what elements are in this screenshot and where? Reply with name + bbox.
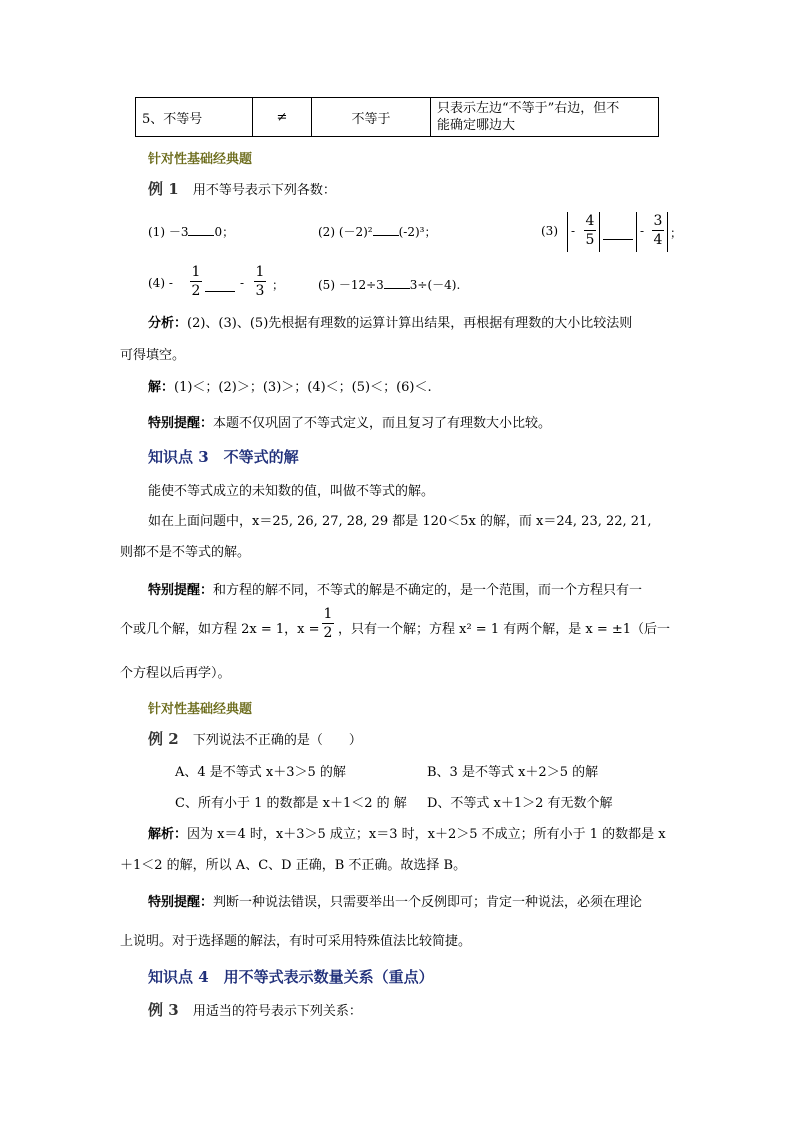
minus-sign: - — [240, 276, 245, 290]
abs-bar — [567, 212, 568, 252]
kp3-note-line2a: 个或几个解，如方程 2x = 1，x = — [120, 622, 320, 637]
analysis-label: 分析： — [148, 316, 188, 331]
example-3 — [148, 999, 362, 1020]
fraction-denominator: 3 — [255, 283, 265, 299]
problem-4-label: (4) - — [148, 276, 173, 290]
note-text: 和方程的解不同，不等式的解是不确定的，是一个范围，而一个方程只有一 — [213, 583, 643, 598]
note-label: 特别提醒： — [148, 895, 214, 910]
fraction-numerator: 1 — [191, 264, 201, 280]
problem-2-text: (2) (－2)² — [318, 225, 373, 239]
table-note-line1: 只表示左边“不等于”右边，但不 — [437, 101, 620, 116]
note-2-line2: 上说明。对于选择题的解法，有时可采用特殊值法比较简捷。 — [120, 934, 472, 949]
problem-1-end: 0； — [214, 225, 235, 239]
table-cell-name: 5、不等号 — [136, 98, 253, 137]
answer-blank — [188, 225, 214, 236]
problem-5-text: (5) －12÷3 — [318, 278, 384, 292]
answer-blank — [603, 227, 633, 240]
fraction-numerator: 3 — [653, 213, 663, 229]
kp3-note-line1 — [148, 579, 642, 598]
problem-3-label: (3) — [541, 224, 558, 238]
answer-blank — [205, 279, 235, 292]
fraction-numerator: 1 — [323, 606, 333, 622]
answer — [148, 376, 432, 395]
kp3-line3: 则都不是不等式的解。 — [120, 545, 251, 560]
explanation-label: 解析： — [148, 827, 188, 842]
table-cell-meaning: 不等于 — [312, 98, 431, 137]
note-label: 特别提醒： — [148, 583, 214, 598]
problem-3-end: ； — [670, 226, 683, 240]
problem-2-end: (-2)³； — [398, 225, 437, 239]
fraction — [651, 212, 665, 249]
example-2-label: 例 2 — [148, 730, 179, 748]
example-1 — [148, 178, 336, 199]
problem-5 — [318, 276, 460, 293]
table-cell-note — [431, 98, 659, 137]
option-d: D、不等式 x＋1＞2 有无数个解 — [427, 796, 613, 811]
minus-sign: - — [571, 224, 576, 238]
option-b: B、3 是不等式 x＋2＞5 的解 — [427, 765, 599, 780]
abs-bar — [667, 212, 668, 252]
analysis-line2: 可得填空。 — [120, 348, 186, 363]
analysis-text: (2)、(3)、(5)先根据有理数的运算计算出结果，再根据有理数的大小比较法则 — [187, 316, 633, 331]
answer-text: (1)＜；(2)＞；(3)＞；(4)＜；(5)＜；(6)＜. — [174, 380, 432, 395]
fraction-denominator: 2 — [191, 283, 201, 299]
fraction — [253, 263, 267, 300]
example-1-label: 例 1 — [148, 180, 179, 198]
fraction-numerator: 4 — [585, 213, 595, 229]
section-heading-2: 针对性基础经典题 — [148, 702, 253, 717]
table-note-line2: 能确定哪边大 — [437, 118, 516, 133]
note-2 — [148, 891, 642, 910]
explanation — [148, 823, 666, 842]
abs-bar — [636, 212, 637, 252]
answer-blank — [384, 278, 410, 289]
fraction-numerator: 1 — [255, 264, 265, 280]
note-text: 判断一种说法错误，只需要举出一个反例即可；肯定一种说法，必须在理论 — [213, 895, 643, 910]
fraction — [189, 263, 203, 300]
section-heading-1: 针对性基础经典题 — [148, 152, 253, 167]
example-1-text: 用不等号表示下列各数： — [192, 183, 336, 198]
symbol-table — [135, 97, 659, 137]
kp3-line1: 能使不等式成立的未知数的值，叫做不等式的解。 — [148, 484, 435, 499]
fraction — [321, 605, 335, 642]
example-3-label: 例 3 — [148, 1001, 179, 1019]
problem-1-text: (1) －3 — [148, 225, 189, 239]
note-text: 本题不仅巩固了不等式定义，而且复习了有理数大小比较。 — [213, 416, 552, 431]
fraction-denominator: 2 — [323, 625, 333, 641]
example-3-text: 用适当的符号表示下列关系： — [192, 1004, 362, 1019]
note-1 — [148, 412, 551, 431]
fraction-denominator: 4 — [653, 232, 663, 248]
kp3-line2: 如在上面问题中，x＝25, 26, 27, 28, 29 都是 120＜5x 的解，而 x＝24, 23, 22, 21, — [148, 514, 652, 529]
answer-blank — [373, 225, 399, 236]
example-2-text: 下列说法不正确的是（ ） — [192, 733, 362, 748]
example-2 — [148, 728, 362, 749]
problem-5-end: 3÷(－4). — [409, 278, 461, 292]
kp3-note-line3: 个方程以后再学）。 — [120, 666, 231, 681]
table-row — [136, 98, 659, 137]
abs-bar — [599, 212, 600, 252]
fraction — [583, 212, 597, 249]
fraction-denominator: 5 — [585, 232, 595, 248]
option-c: C、所有小于 1 的数都是 x＋1＜2 的 解 — [175, 796, 407, 811]
table-cell-symbol: ≠ — [253, 98, 312, 137]
answer-label: 解： — [148, 380, 175, 395]
knowledge-point-4-title: 知识点 4 用不等式表示数量关系（重点） — [148, 968, 434, 986]
problem-1 — [148, 223, 234, 240]
explanation-line2: ＋1＜2 的解，所以 A、C、D 正确，B 不正确。故选择 B。 — [120, 858, 467, 873]
minus-sign: - — [640, 224, 645, 238]
analysis — [148, 312, 632, 331]
knowledge-point-3-title: 知识点 3 不等式的解 — [148, 448, 299, 466]
option-a: A、4 是不等式 x＋3＞5 的解 — [175, 765, 346, 780]
problem-2 — [318, 223, 437, 240]
note-label: 特别提醒： — [148, 416, 214, 431]
problem-4-end: ； — [272, 278, 285, 292]
explanation-text: 因为 x＝4 时，x＋3＞5 成立；x＝3 时，x＋2＞5 不成立；所有小于 1 的数都是 x — [187, 827, 666, 842]
kp3-note-line2b: ，只有一个解；方程 x² = 1 有两个解，是 x = ±1（后一 — [338, 622, 671, 637]
